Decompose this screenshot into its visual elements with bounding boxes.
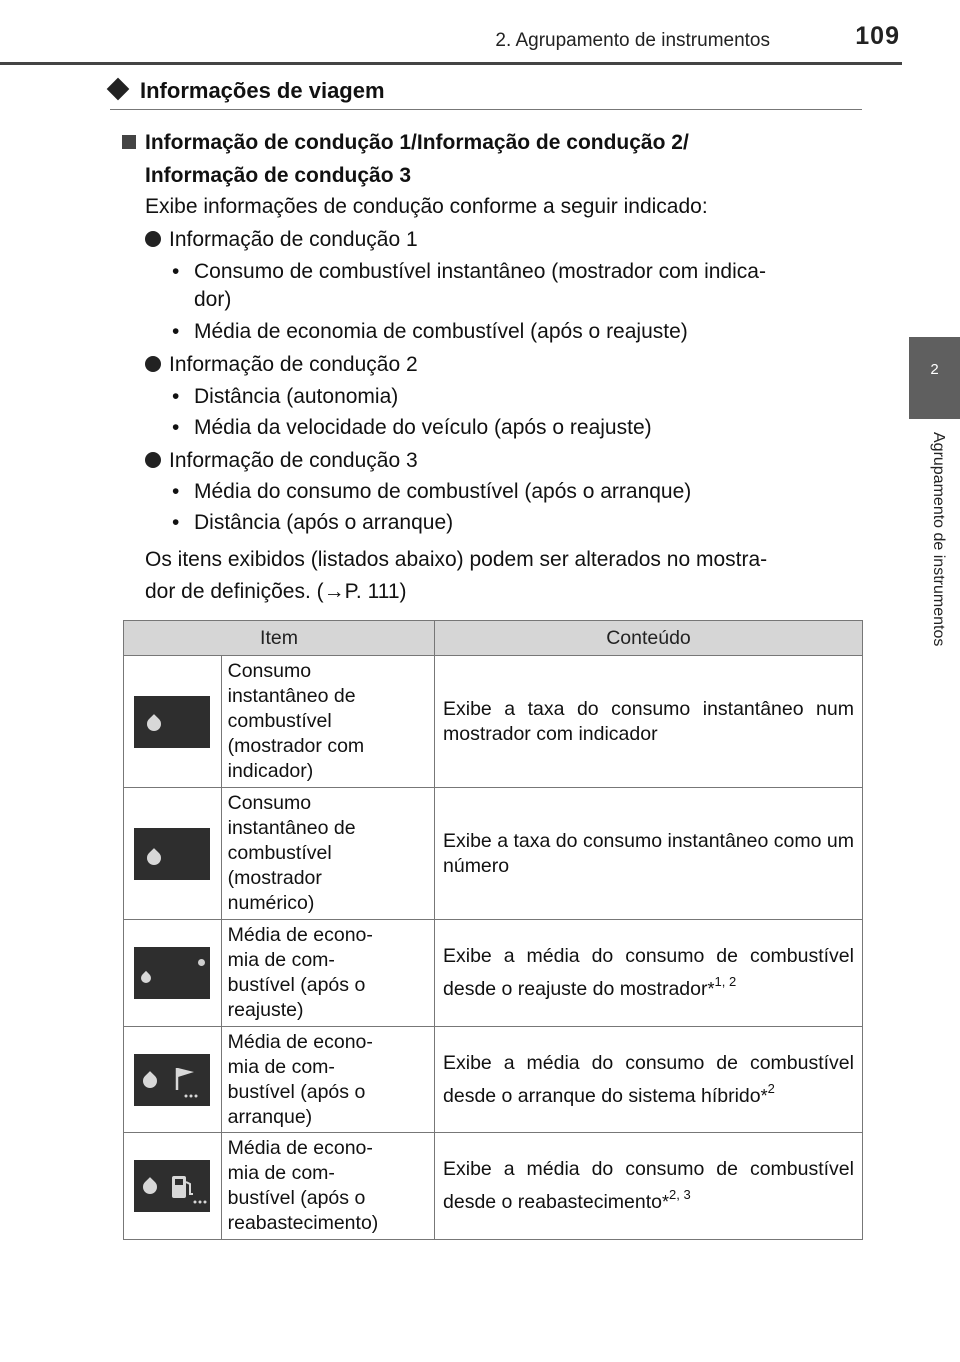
fuel-drop-number-icon: [134, 828, 210, 880]
fuel-drop-flag-icon: [134, 1054, 210, 1106]
list-item-text: Média do consumo de combustível (após o arranque): [194, 480, 692, 503]
fuel-drop-pump-icon: [134, 1160, 210, 1212]
section-rule: [110, 109, 862, 110]
header-rule: [0, 62, 902, 65]
group-title-text: Informação de condução 3: [169, 449, 418, 472]
icon-cell: [124, 1027, 222, 1133]
footnote-star: *: [760, 1085, 768, 1106]
subsection-heading: [122, 126, 689, 192]
footnote-ref: 2, 3: [669, 1187, 691, 1202]
icon-cell: [124, 1133, 222, 1240]
item-text: bustível (após o: [227, 1080, 366, 1103]
column-header-content: Conteúdo: [435, 621, 863, 656]
item-text: numérico): [227, 892, 315, 914]
footnote-ref: 2: [767, 1080, 775, 1096]
item-text: instantâneo de: [227, 817, 356, 839]
description-cell: [435, 656, 863, 788]
item-text: Média de econo-: [227, 924, 373, 946]
fuel-pump-icon: [168, 1170, 208, 1206]
diamond-bullet-icon: [107, 78, 130, 101]
description-cell: [435, 920, 863, 1027]
item-text: mia de com-: [227, 949, 335, 971]
group-title: [145, 449, 418, 473]
section-heading-text: Informações de viagem: [140, 78, 385, 103]
group-title: [145, 353, 418, 377]
description-text: Exibe a média do consumo de combustível desde o reabastecimento: [443, 1158, 854, 1213]
group-title: [145, 228, 418, 252]
list-item: • Média do consumo de combustível (após o arranque): [172, 480, 692, 503]
list-item-text: Média da velocidade do veículo (após o reajuste): [194, 416, 652, 439]
section-heading: [106, 78, 385, 104]
item-text: bustível (após o: [227, 974, 366, 996]
page-number: 109: [855, 22, 900, 50]
chapter-tab-number: 2: [930, 361, 939, 378]
item-text: arranque): [227, 1105, 313, 1128]
subsection-heading-line1: Informação de condução 1/Informação de condução 2/: [145, 131, 689, 154]
chapter-tab: [909, 337, 960, 419]
item-text: combustível: [227, 710, 332, 732]
items-table: [123, 620, 863, 1240]
list-item: • Média de economia de combustível (após o reajuste): [172, 320, 688, 343]
description-text: Exibe a taxa do consumo instantâneo num mostrador com indicador: [443, 697, 854, 745]
table-row: [124, 788, 863, 920]
list-item-text: dor): [194, 288, 232, 311]
item-text: reabastecimento): [227, 1212, 379, 1234]
description-text: Exibe a média do consumo de combustível desde o arranque do sistema híbrido: [443, 1051, 854, 1107]
footnote-ref: 1, 2: [714, 974, 737, 989]
list-item-continuation: [172, 288, 231, 312]
column-header-item: Item: [124, 621, 435, 656]
group-title-text: Informação de condução 1: [169, 228, 418, 251]
intro-paragraph: Exibe informações de condução conforme a seguir indicado:: [145, 195, 708, 218]
item-text: mia de com-: [227, 1055, 335, 1078]
table-header-row: [124, 621, 863, 656]
item-text: (mostrador com: [227, 735, 365, 757]
item-text: bustível (após o: [227, 1187, 366, 1209]
item-text: Média de econo-: [227, 1137, 373, 1159]
item-cell: [221, 1133, 434, 1240]
footnote-star: *: [661, 1192, 669, 1212]
item-text: Consumo: [227, 660, 312, 682]
closing-paragraph-line1: Os itens exibidos (listados abaixo) podem ser alterados no mostra-: [145, 548, 768, 571]
description-cell: [435, 1133, 863, 1240]
item-text: Média de econo-: [227, 1030, 373, 1053]
item-text: Consumo: [227, 792, 312, 814]
round-bullet-icon: [145, 452, 161, 468]
icon-cell: [124, 656, 222, 788]
list-item-text: Distância (autonomia): [194, 385, 399, 408]
list-item: • Distância (após o arranque): [172, 511, 454, 534]
item-text: mia de com-: [227, 1162, 335, 1184]
item-cell: [221, 1027, 434, 1133]
description-cell: [435, 788, 863, 920]
footnote-star: *: [707, 979, 715, 999]
table-row: [124, 1027, 863, 1133]
item-cell: [221, 788, 434, 920]
table-row: [124, 656, 863, 788]
subsection-heading-line2: Informação de condução 3: [145, 164, 412, 187]
item-text: combustível: [227, 842, 332, 864]
table-row: [124, 920, 863, 1027]
item-text: (mostrador: [227, 867, 322, 889]
list-item: • Média da velocidade do veículo (após o reajuste): [172, 416, 652, 439]
item-cell: [221, 656, 434, 788]
list-item: • Consumo de combustível instantâneo (mostrador com indica-: [172, 260, 766, 283]
item-text: instantâneo de: [227, 685, 356, 707]
table-row: [124, 1133, 863, 1240]
flag-icon: [172, 1064, 202, 1100]
icon-cell: [124, 920, 222, 1027]
group-title-text: Informação de condução 2: [169, 353, 418, 376]
chapter-tab-label: Agrupamento de instrumentos: [930, 432, 947, 647]
fuel-drop-gauge-icon: [134, 696, 210, 748]
description-cell: [435, 1027, 863, 1133]
running-header-title: 2. Agrupamento de instrumentos: [495, 30, 770, 51]
description-text: Exibe a taxa do consumo instantâneo como um número: [443, 829, 854, 877]
item-text: indicador): [227, 760, 314, 782]
description-text: Exibe a média do consumo de combustível desde o reajuste do mostrador: [443, 945, 854, 1000]
icon-cell: [124, 788, 222, 920]
list-item-text: Média de economia de combustível (após o reajuste): [194, 320, 688, 343]
item-text: reajuste): [227, 999, 304, 1021]
list-item-text: Consumo de combustível instantâneo (mostrador com indica-: [194, 260, 766, 283]
list-item: • Distância (autonomia): [172, 385, 399, 408]
list-item-text: Distância (após o arranque): [194, 511, 454, 534]
round-bullet-icon: [145, 356, 161, 372]
fuel-drop-reset-icon: [134, 947, 210, 999]
closing-paragraph-line2: dor de definições. (→P. 111): [145, 580, 407, 603]
round-bullet-icon: [145, 231, 161, 247]
square-bullet-icon: [122, 135, 136, 149]
item-cell: [221, 920, 434, 1027]
